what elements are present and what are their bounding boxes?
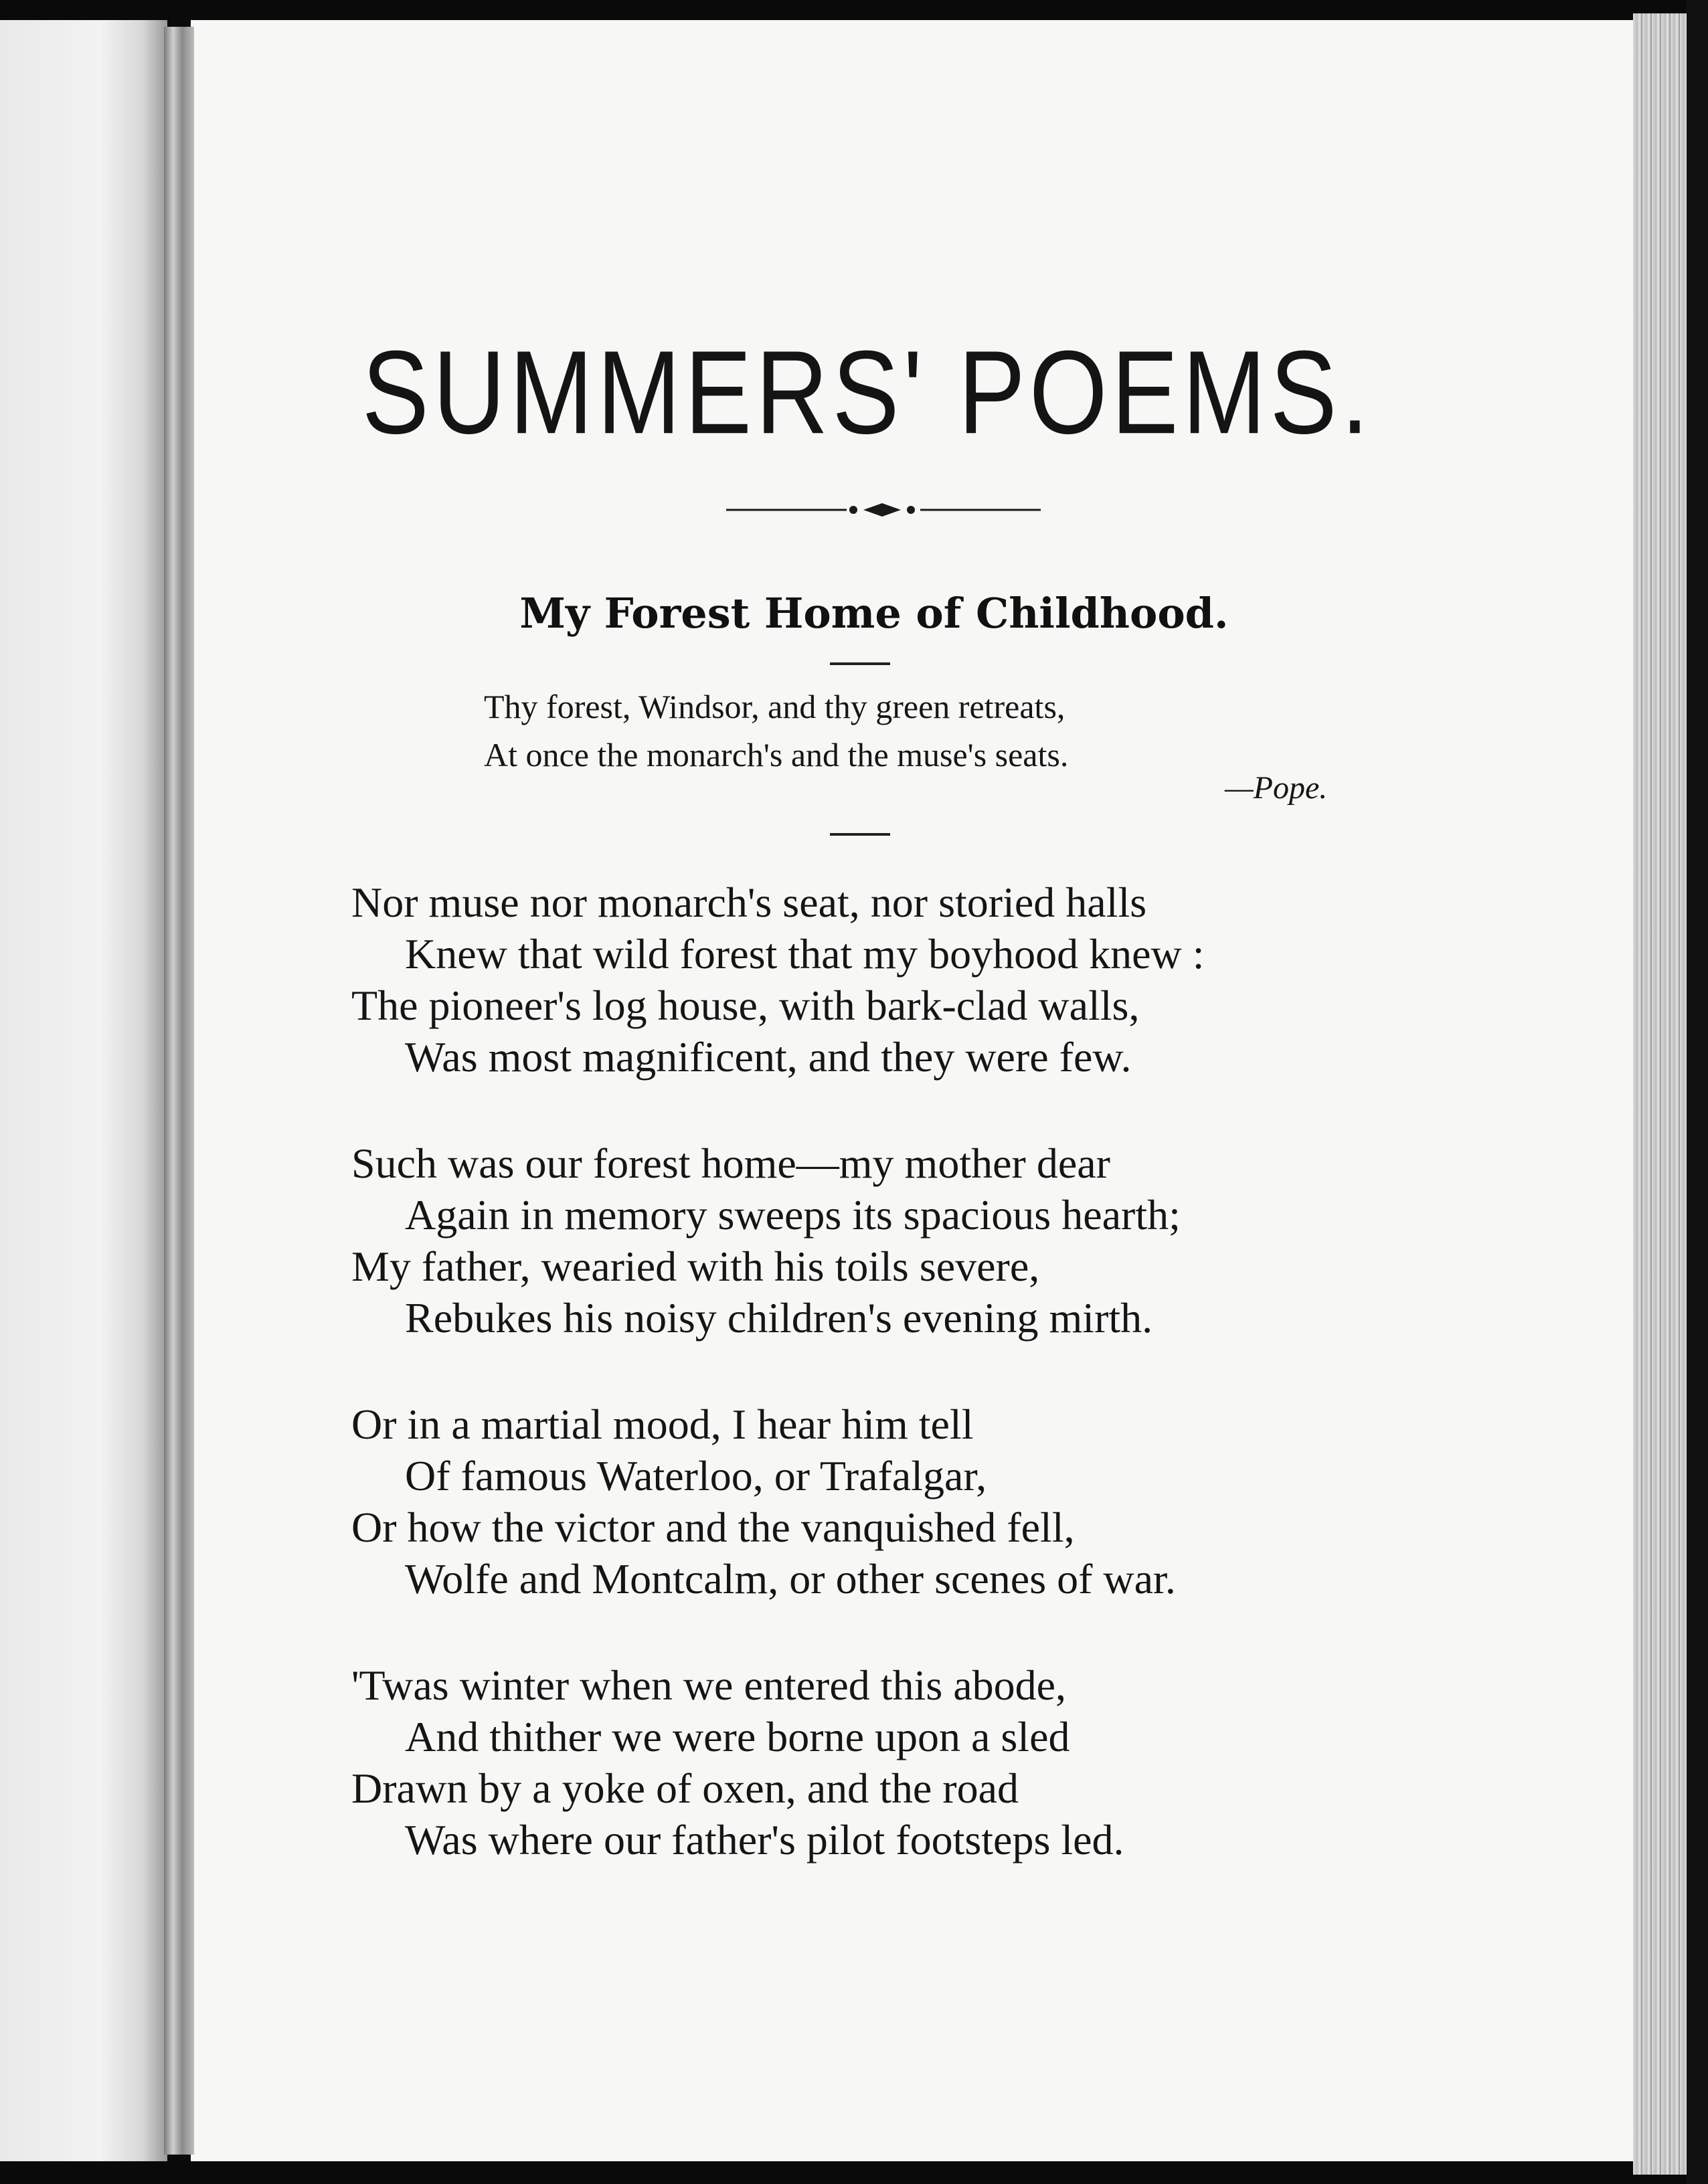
poem-line: And thither we were borne upon a sled [405, 1713, 1070, 1760]
poem-line: My father, wearied with his toils severe, [351, 1243, 1040, 1290]
epigraph-attribution: —Pope. [1225, 770, 1328, 806]
stanza-3 [351, 1398, 1489, 1605]
poem-line: Was where our father's pilot footsteps led. [405, 1816, 1124, 1863]
epigraph-line: At once the monarch's and the muse's seats. [484, 736, 1069, 774]
poem-line: Or how the victor and the vanquished fell, [351, 1504, 1075, 1551]
poem-line: Rebukes his noisy children's evening mirth. [405, 1294, 1153, 1342]
poem-line: The pioneer's log house, with bark-clad walls, [351, 982, 1140, 1029]
ornament-divider [726, 496, 1041, 523]
epigraph-line: Thy forest, Windsor, and thy green retreats, [484, 688, 1065, 725]
poem-line: Wolfe and Montcalm, or other scenes of war. [405, 1555, 1176, 1603]
poem-line: Again in memory sweeps its spacious hearth; [405, 1191, 1181, 1239]
stanza-2 [351, 1138, 1489, 1344]
stanza-1 [351, 877, 1489, 1083]
poem-line: 'Twas winter when we entered this abode, [351, 1661, 1067, 1709]
poem-line: Of famous Waterloo, or Trafalgar, [405, 1452, 987, 1499]
book-title: SUMMERS' POEMS. [361, 325, 1373, 459]
poem-title: My Forest Home of Childhood. [519, 589, 1229, 638]
epigraph [484, 682, 1354, 779]
poem-line: Was most magnificent, and they were few. [405, 1033, 1132, 1081]
poem-line: Such was our forest home—my mother dear [351, 1140, 1110, 1187]
poem-line: Or in a martial mood, I hear him tell [351, 1400, 974, 1448]
poem-line: Knew that wild forest that my boyhood knew : [405, 930, 1205, 978]
stanza-4 [351, 1659, 1489, 1865]
epigraph-rule [830, 833, 890, 836]
title-rule [830, 662, 890, 665]
poem-line: Drawn by a yoke of oxen, and the road [351, 1764, 1019, 1812]
poem-line: Nor muse nor monarch's seat, nor storied halls [351, 879, 1147, 926]
